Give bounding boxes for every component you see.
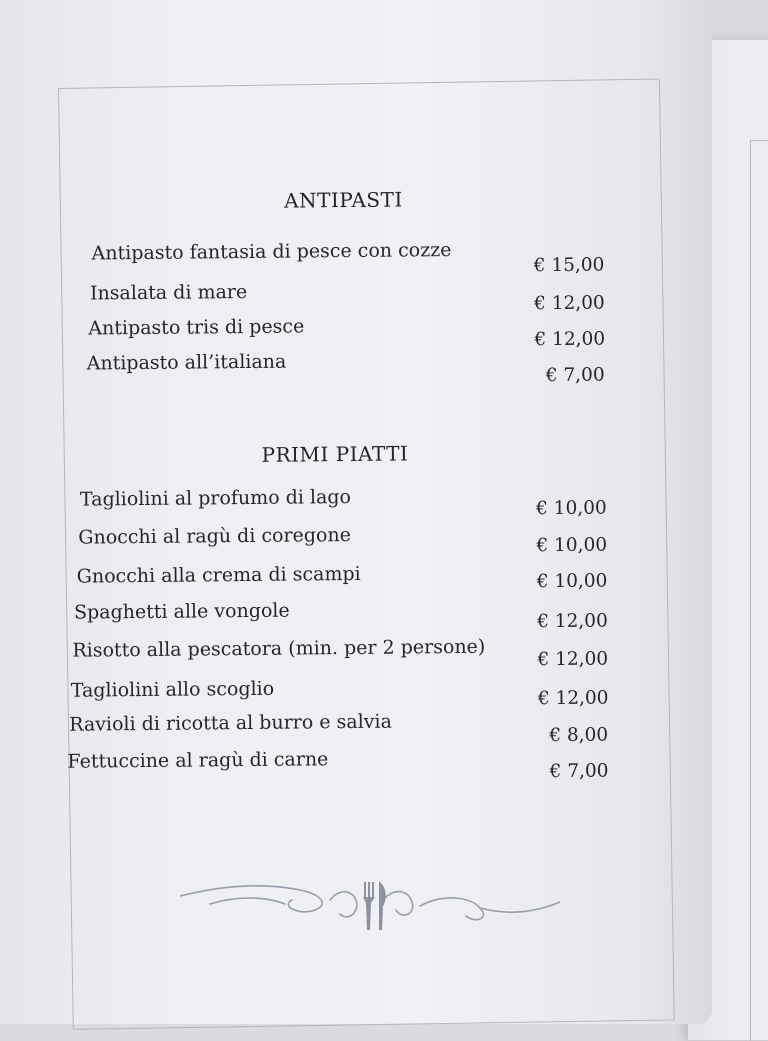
menu-item: Antipasto tris di pesce xyxy=(88,315,305,340)
menu-price: € 12,00 xyxy=(537,687,609,710)
menu-item: Ravioli di ricotta al burro e salvia xyxy=(69,710,392,736)
menu-price: € 10,00 xyxy=(536,534,608,557)
menu-item: Antipasto fantasia di pesce con cozze xyxy=(91,239,452,265)
menu-price: € 7,00 xyxy=(545,364,605,387)
section-title-primi-piatti: PRIMI PIATTI xyxy=(261,441,409,467)
section-title-antipasti: ANTIPASTI xyxy=(284,187,403,213)
flourish-ornament-icon xyxy=(180,860,560,940)
menu-price: € 15,00 xyxy=(533,254,605,277)
menu-price: € 8,00 xyxy=(549,724,609,747)
next-page-frame xyxy=(750,140,768,1041)
menu-price: € 10,00 xyxy=(535,497,607,520)
menu-item: Spaghetti alle vongole xyxy=(73,599,290,624)
menu-price: € 12,00 xyxy=(537,610,608,633)
menu-item: Antipasto all’italiana xyxy=(86,350,287,375)
menu-price: € 12,00 xyxy=(534,328,606,351)
menu-price: € 12,00 xyxy=(537,648,609,671)
menu-item: Tagliolini allo scoglio xyxy=(70,677,275,702)
menu-item: Gnocchi al ragù di coregone xyxy=(78,523,352,549)
menu-item: Insalata di mare xyxy=(89,280,248,305)
menu-item: Risotto alla pescatora (min. per 2 persone) xyxy=(72,635,486,662)
menu-price: € 7,00 xyxy=(549,760,609,783)
menu-price: € 12,00 xyxy=(534,292,605,315)
menu-item: Tagliolini al profumo di lago xyxy=(79,485,352,511)
menu-item: Fettuccine al ragù di carne xyxy=(67,748,329,773)
menu-price: € 10,00 xyxy=(536,570,608,593)
menu-item: Gnocchi alla crema di scampi xyxy=(76,562,361,588)
